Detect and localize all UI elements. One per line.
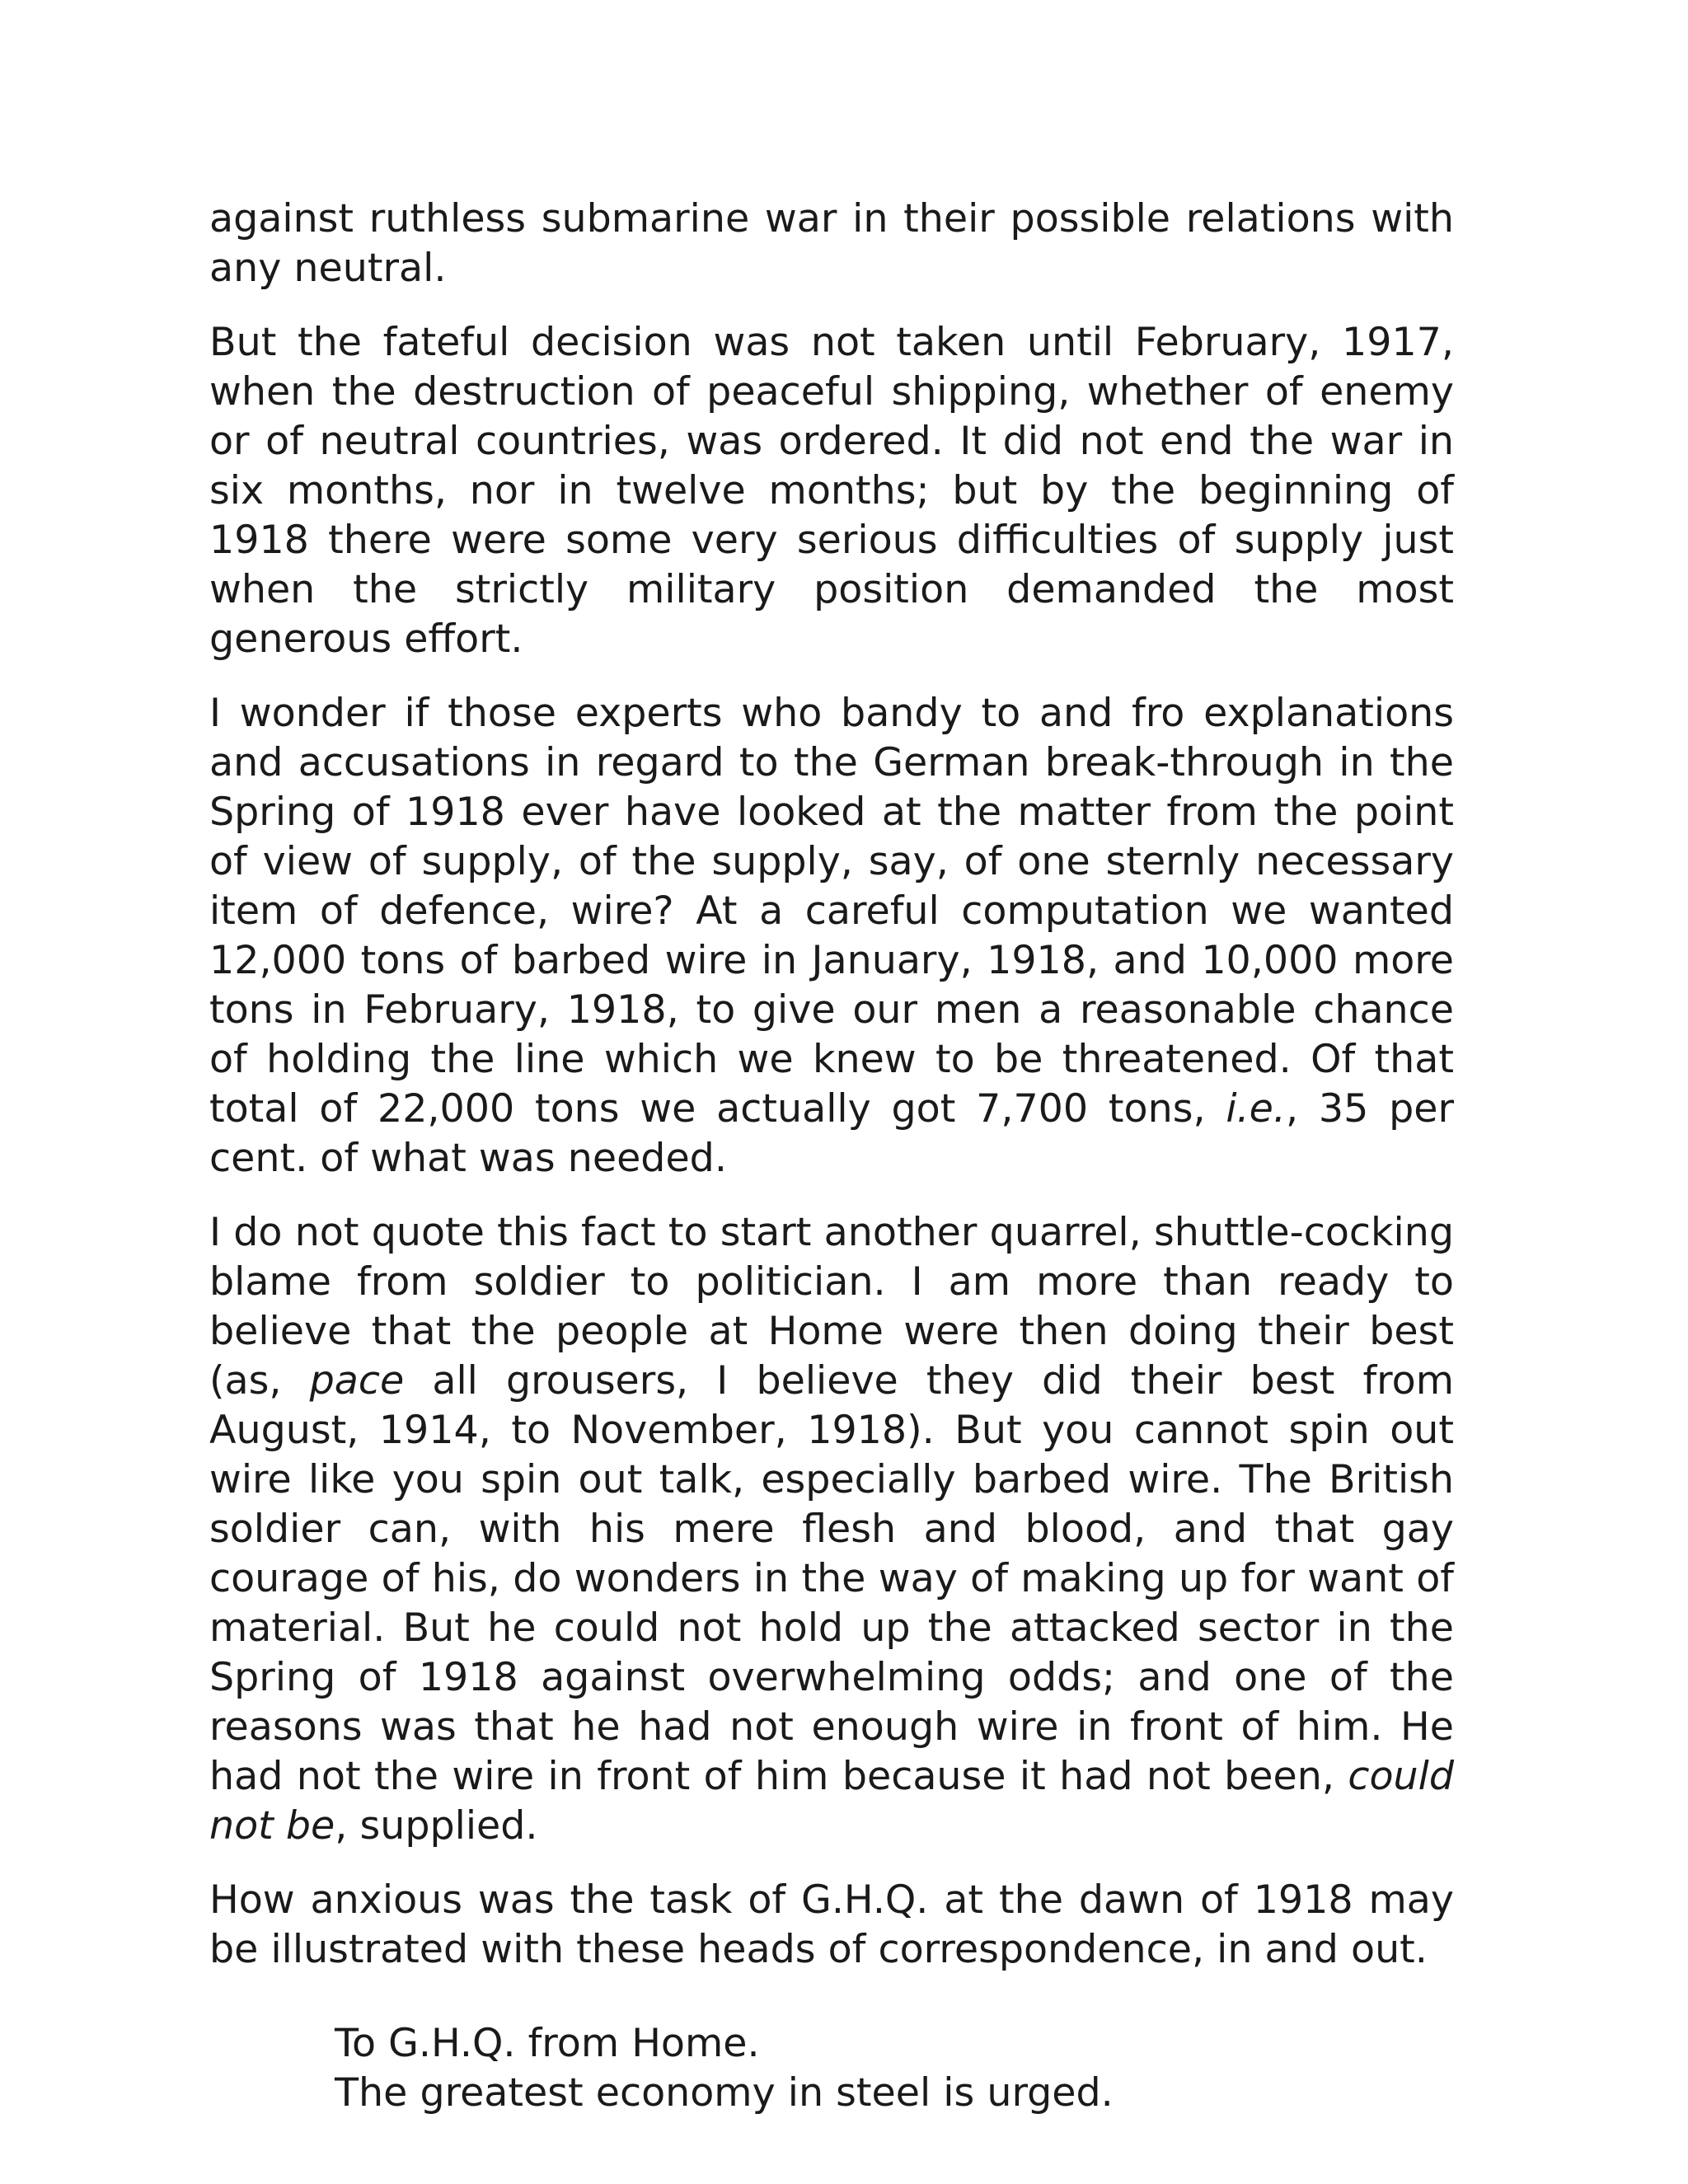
- document-page: [209, 194, 1454, 2118]
- paragraph-5: [209, 1876, 1454, 1975]
- italic-text: could not be: [209, 1754, 1454, 1849]
- paragraph-2: [209, 318, 1454, 664]
- paragraph-text: How anxious was the task of G.H.Q. at the dawn of 1918 may be illustrated with these heads of correspondence, in and out.: [209, 1877, 1454, 1972]
- correspondence-body: The greatest economy in steel is urged.: [335, 2070, 1114, 2116]
- italic-text: pace: [309, 1358, 405, 1404]
- paragraph-3: [209, 689, 1454, 1183]
- paragraph-text: But the fateful decision was not taken until February, 1917, when the destruction of peaceful shipping, whether of enemy or of neutral countries, was ordered. It did not end the war in six months, nor in twelve months; but by the beginning of 1918 there were some very serious difficulties of supply just when the strictly military position demanded the most generous effort.: [209, 320, 1454, 662]
- paragraph-text: , 35 per cent. of what was needed.: [209, 1086, 1454, 1181]
- paragraph-1: [209, 194, 1454, 293]
- correspondence-heading: To G.H.Q. from Home.: [335, 2021, 760, 2066]
- paragraph-text: I do not quote this fact to start another quarrel, shuttle-cocking blame from soldier to politician. I am more than ready to believe that the people at Home were then doing their best (as,: [209, 1210, 1454, 1404]
- paragraph-text: I wonder if those experts who bandy to and fro explanations and accusations in regard to the German break-through in the Spring of 1918 ever have looked at the matter from the point of view of supply, of the supply, say, of one sternly necessary item of defence, wire? At a careful computation we wanted 12,000 tons of barbed wire in January, 1918, and 10,000 more tons in February, 1918, to give our men a reasonable chance of holding the line which we knew to be threatened. Of that total of 22,000 tons we actually got 7,700 tons,: [209, 691, 1454, 1132]
- paragraph-4: [209, 1208, 1454, 1851]
- correspondence-block: [209, 2019, 1454, 2118]
- paragraph-text: , supplied.: [335, 1803, 538, 1849]
- paragraph-text: all grousers, I believe they did their best from August, 1914, to November, 1918). But you cannot spin out wire like you spin out talk, especially barbed wire. The British soldier can, with his mere flesh and blood, and that gay courage of his, do wonders in the way of making up for want of material. But he could not hold up the attacked sector in the Spring of 1918 against overwhelming odds; and one of the reasons was that he had not enough wire in front of him. He had not the wire in front of him because it had not been,: [209, 1358, 1454, 1799]
- paragraph-text: against ruthless submarine war in their possible relations with any neutral.: [209, 196, 1454, 291]
- italic-text: i.e.: [1226, 1086, 1286, 1132]
